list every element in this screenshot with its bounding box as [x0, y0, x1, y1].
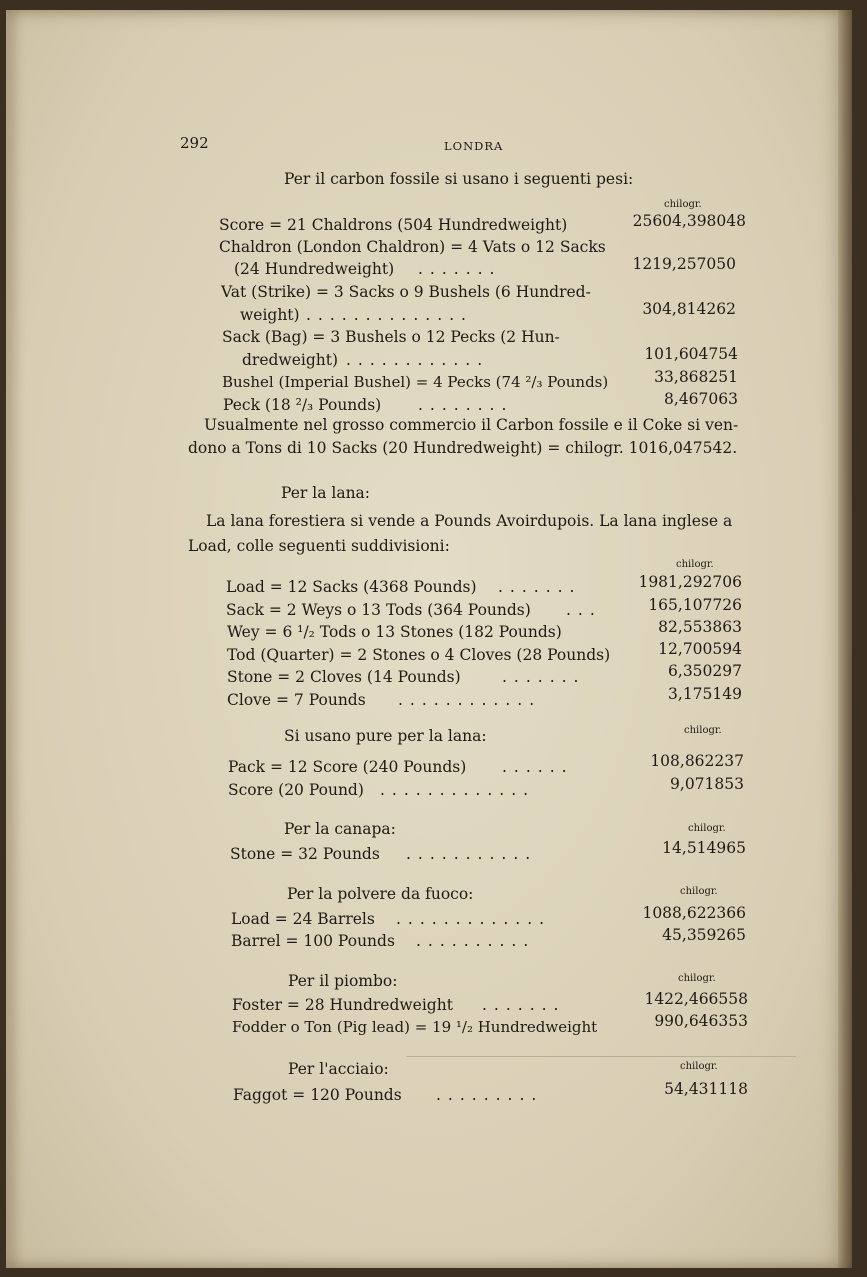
coal-unit-label: chilogr. [664, 199, 702, 210]
lead-row-value: 1422,466558 [644, 990, 748, 1008]
wool-row-value: 6,350297 [668, 662, 742, 680]
hemp-unit-label: chilogr. [688, 823, 726, 834]
hemp-intro: Per la canapa: [284, 820, 396, 838]
wool-also-unit-label: chilogr. [684, 725, 722, 736]
running-title: LONDRA [444, 139, 504, 153]
steel-row-label: Faggot = 120 Pounds [233, 1086, 402, 1104]
wool-row-label: Load = 12 Sacks (4368 Pounds) [226, 578, 477, 596]
lead-row-value: 990,646353 [654, 1012, 748, 1030]
dot-leader: ....... [418, 260, 502, 278]
steel-row-value: 54,431118 [664, 1080, 748, 1098]
coal-row-label: Chaldron (London Chaldron) = 4 Vats o 12 Sacks [219, 238, 606, 256]
lead-row-label: Foster = 28 Hundredweight [232, 996, 453, 1014]
coal-row-value: 8,467063 [664, 390, 738, 408]
steel-unit-label: chilogr. [680, 1061, 718, 1072]
wool-also-row-value: 108,862237 [650, 752, 744, 770]
coal-row-value: 25604,398048 [632, 212, 746, 230]
page-spine-shadow [838, 10, 852, 1268]
powder-row-label: Load = 24 Barrels [231, 910, 375, 928]
coal-row-label: Vat (Strike) = 3 Sacks o 9 Bushels (6 Hundred- [221, 283, 591, 301]
wool-row-label: Wey = 6 ¹/₂ Tods o 13 Stones (182 Pounds) [227, 623, 562, 641]
dot-leader: ......... [436, 1086, 544, 1104]
coal-row-label-cont: (24 Hundredweight) [234, 260, 395, 278]
dot-leader: ... [566, 601, 602, 619]
coal-row-label-cont: dredweight) [242, 351, 339, 369]
powder-row-value: 1088,622366 [642, 904, 746, 922]
wool-unit-label: chilogr. [676, 559, 714, 570]
wool-row-value: 82,553863 [658, 618, 742, 636]
coal-row-label: Bushel (Imperial Bushel) = 4 Pecks (74 ²/₃ Pounds) [222, 373, 609, 391]
coal-row-value: 33,868251 [654, 368, 738, 386]
coal-row-value: 101,604754 [644, 345, 738, 363]
wool-intro: Per la lana: [281, 484, 371, 502]
coal-row-label: Sack (Bag) = 3 Bushels o 12 Pecks (2 Hun- [222, 328, 560, 346]
dot-leader: ........ [418, 396, 514, 414]
wool-row-value: 12,700594 [658, 640, 742, 658]
coal-row-label: Score = 21 Chaldrons (504 Hundredweight) [219, 216, 568, 234]
dot-leader: ...... [502, 758, 574, 776]
book-page [6, 10, 852, 1268]
coal-row-label: Peck (18 ²/₃ Pounds) [223, 396, 382, 414]
steel-intro: Per l'acciaio: [288, 1060, 389, 1078]
page-number: 292 [180, 134, 209, 152]
powder-row-label: Barrel = 100 Pounds [231, 932, 395, 950]
powder-intro: Per la polvere da fuoco: [287, 885, 474, 903]
lead-unit-label: chilogr. [678, 973, 716, 984]
wool-row-value: 1981,292706 [638, 573, 742, 591]
powder-row-value: 45,359265 [662, 926, 746, 944]
dot-leader: ............. [396, 910, 552, 928]
dot-leader: .............. [306, 306, 473, 324]
dot-leader: ............. [380, 781, 536, 799]
wool-also-intro: Si usano pure per la lana: [284, 727, 487, 745]
coal-row-value: 1219,257050 [632, 255, 736, 273]
wool-row-label: Clove = 7 Pounds [227, 691, 366, 709]
wool-also-row-label: Pack = 12 Score (240 Pounds) [228, 758, 467, 776]
wool-row-value: 165,107726 [648, 596, 742, 614]
coal-row-value: 304,814262 [642, 300, 736, 318]
powder-unit-label: chilogr. [680, 886, 718, 897]
coal-note: Usualmente nel grosso commercio il Carbon fossile e il Coke si ven- [204, 416, 739, 434]
wool-row-label: Sack = 2 Weys o 13 Tods (364 Pounds) [226, 601, 531, 619]
dot-leader: ....... [502, 668, 586, 686]
wool-paragraph: La lana forestiera si vende a Pounds Avoirdupois. La lana inglese a [206, 512, 733, 530]
dot-leader: ............ [398, 691, 542, 709]
coal-intro: Per il carbon fossile si usano i seguenti pesi: [284, 170, 634, 188]
wool-row-label: Stone = 2 Cloves (14 Pounds) [227, 668, 461, 686]
wool-also-row-value: 9,071853 [670, 775, 744, 793]
coal-note: dono a Tons di 10 Sacks (20 Hundredweight) = chilogr. 1016,047542. [188, 439, 738, 457]
wool-row-value: 3,175149 [668, 685, 742, 703]
wool-also-row-label: Score (20 Pound) [228, 781, 364, 799]
lead-row-label: Fodder o Ton (Pig lead) = 19 ¹/₂ Hundredweight [232, 1018, 598, 1036]
coal-row-label-cont: weight) [240, 306, 300, 324]
dot-leader: ........... [406, 845, 538, 863]
dot-leader: .......... [416, 932, 536, 950]
dot-leader: ....... [498, 578, 582, 596]
lead-intro: Per il piombo: [288, 972, 398, 990]
faint-rule [406, 1056, 796, 1057]
wool-row-label: Tod (Quarter) = 2 Stones o 4 Cloves (28 Pounds) [227, 646, 611, 664]
wool-paragraph: Load, colle seguenti suddivisioni: [188, 537, 450, 555]
hemp-row-value: 14,514965 [662, 839, 746, 857]
dot-leader: ............ [346, 351, 490, 369]
dot-leader: ....... [482, 996, 566, 1014]
hemp-row-label: Stone = 32 Pounds [230, 845, 380, 863]
